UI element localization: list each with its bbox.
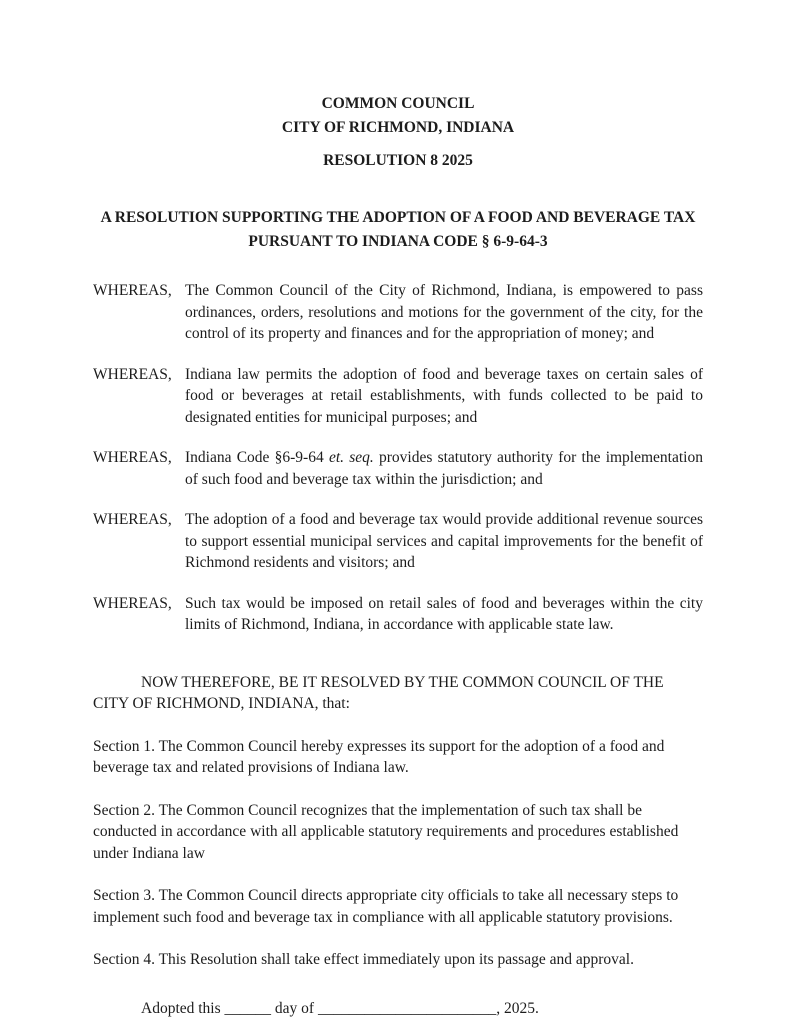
org-name: COMMON COUNCIL — [321, 95, 475, 112]
whereas-text — [185, 447, 703, 490]
whereas-clause-1 — [93, 280, 703, 345]
whereas-clause-5 — [93, 593, 703, 636]
whereas-text: The Common Council of the City of Richmond, Indiana, is empowered to pass ordinances, orders, resolutions and motions for the government of the city, for the control of its property and finances and for the appropriation of money; and — [185, 282, 703, 342]
date-blank: _______________________ — [317, 999, 497, 1017]
document-title: A RESOLUTION SUPPORTING THE ADOPTION OF A FOOD AND BEVERAGE TAX PURSUANT TO INDIANA CODE § 6-9-64-3 — [100, 209, 696, 250]
whereas-clause-2 — [93, 364, 703, 429]
whereas-label: WHEREAS, — [93, 594, 172, 612]
whereas-text: The adoption of a food and beverage tax would provide additional revenue sources to support essential municipal services and capital improvements for the benefit of Richmond residents and visitors; and — [185, 511, 703, 571]
resolved-clause: NOW THEREFORE, BE IT RESOLVED BY THE COMMON COUNCIL OF THE CITY OF RICHMOND, INDIANA, that: — [93, 673, 664, 712]
whereas-label: WHEREAS, — [93, 449, 172, 466]
whereas-text: Such tax would be imposed on retail sales of food and beverages within the city limits of Richmond, Indiana, in accordance with applicable state law. — [185, 594, 703, 633]
day-blank: ______ — [224, 999, 272, 1017]
adoption-line — [93, 998, 703, 1020]
section-2: Section 2. The Common Council recognizes that the implementation of such tax shall be conducted in accordance with all applicable statutory requirements and procedures established under Indiana law — [93, 801, 679, 862]
adoption-prefix: Adopted this — [141, 999, 225, 1017]
resolution-number: RESOLUTION 8 2025 — [323, 152, 473, 169]
whereas-clause-4 — [93, 509, 703, 574]
section-4: Section 4. This Resolution shall take effect immediately upon its passage and approval. — [93, 951, 634, 968]
section-1: Section 1. The Common Council hereby expresses its support for the adoption of a food and beverage tax and related provisions of Indiana law. — [93, 737, 665, 776]
whereas-list — [93, 280, 703, 636]
latin-phrase: et. seq. — [328, 449, 374, 466]
whereas-text: Indiana law permits the adoption of food and beverage taxes on certain sales of food or beverages at retail establishments, with funds collected to be paid to designated entities for municipal purposes; and — [185, 365, 703, 426]
org-location: CITY OF RICHMOND, INDIANA — [281, 119, 515, 136]
adoption-middle: day of — [271, 999, 318, 1017]
whereas-label: WHEREAS, — [93, 282, 172, 299]
adoption-suffix: , 2025. — [496, 999, 539, 1017]
whereas-text-after: provides statutory authority for the implementation of such food and beverage tax within the jurisdiction; and — [185, 449, 703, 488]
whereas-text-before: Indiana Code §6-9-64 — [185, 449, 329, 466]
whereas-clause-3 — [93, 447, 703, 490]
section-3: Section 3. The Common Council directs appropriate city officials to take all necessary steps to implement such food and beverage tax in compliance with all applicable statutory provisions. — [93, 887, 679, 926]
document-header — [93, 92, 703, 173]
whereas-label: WHEREAS, — [93, 511, 172, 528]
whereas-label: WHEREAS, — [93, 365, 172, 383]
